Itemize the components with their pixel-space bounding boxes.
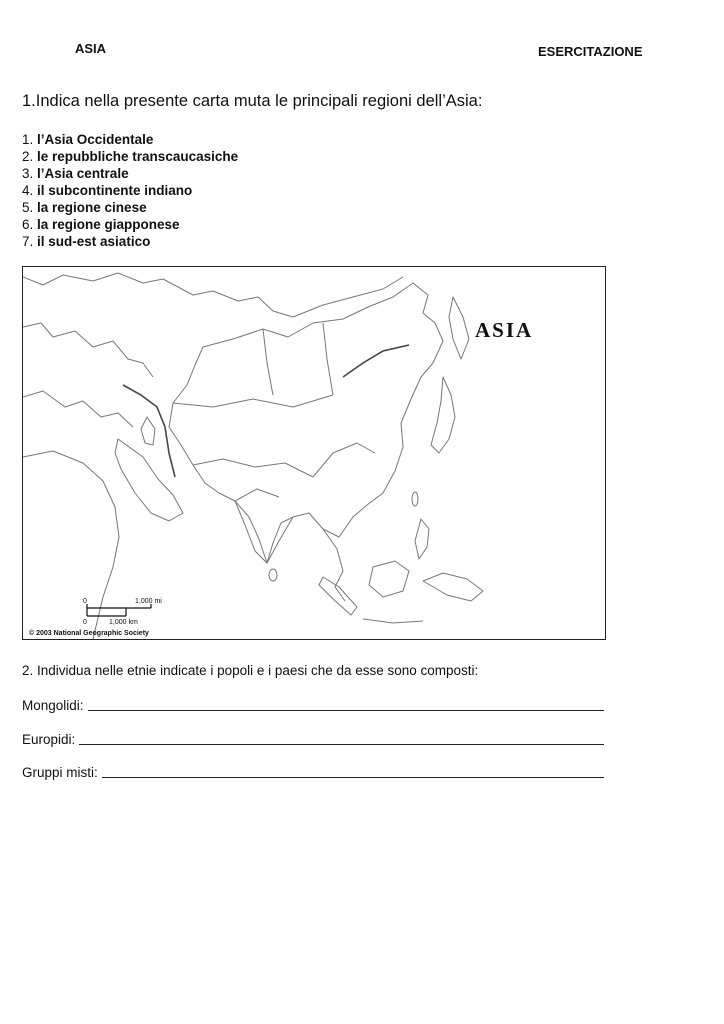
list-item: 4. il subcontinente indiano xyxy=(22,183,193,198)
scale-mi-label: 1,000 mi xyxy=(135,598,162,605)
question-2-text: 2. Individua nelle etnie indicate i popoli e i paesi che da esse sono composti: xyxy=(22,663,479,678)
asia-blank-map xyxy=(22,266,606,640)
mongolidi-label: Mongolidi: xyxy=(22,698,84,713)
scale-zero-km: 0 xyxy=(83,619,87,626)
map-scale-bar xyxy=(87,604,151,616)
europidi-label: Europidi: xyxy=(22,732,76,747)
scale-zero-mi: 0 xyxy=(83,598,87,605)
europidi-answer-line[interactable] xyxy=(79,732,604,745)
header-left-title: ASIA xyxy=(75,41,107,56)
europidi-field[interactable] xyxy=(22,732,604,747)
list-item: 5. la regione cinese xyxy=(22,200,147,215)
header-right-title: ESERCITAZIONE xyxy=(538,44,643,59)
mongolidi-field[interactable] xyxy=(22,698,604,713)
map-graphic xyxy=(23,267,605,639)
map-title: ASIA xyxy=(475,318,534,342)
list-item: 2. le repubbliche transcaucasiche xyxy=(22,149,239,164)
regions-list xyxy=(22,131,238,250)
list-item: 7. il sud-est asiatico xyxy=(22,234,151,249)
mongolidi-answer-line[interactable] xyxy=(88,698,604,711)
gruppi-misti-field[interactable] xyxy=(22,765,604,780)
scale-km-label: 1,000 km xyxy=(109,619,138,626)
map-credit: © 2003 National Geographic Society xyxy=(29,630,149,637)
list-item: 6. la regione giapponese xyxy=(22,217,180,232)
list-item: 3. l’Asia centrale xyxy=(22,166,129,181)
gruppi-misti-label: Gruppi misti: xyxy=(22,765,98,780)
gruppi-misti-answer-line[interactable] xyxy=(102,765,604,778)
question-1-text: 1.Indica nella presente carta muta le principali regioni dell’Asia: xyxy=(22,92,483,110)
list-item: 1. l’Asia Occidentale xyxy=(22,132,154,147)
